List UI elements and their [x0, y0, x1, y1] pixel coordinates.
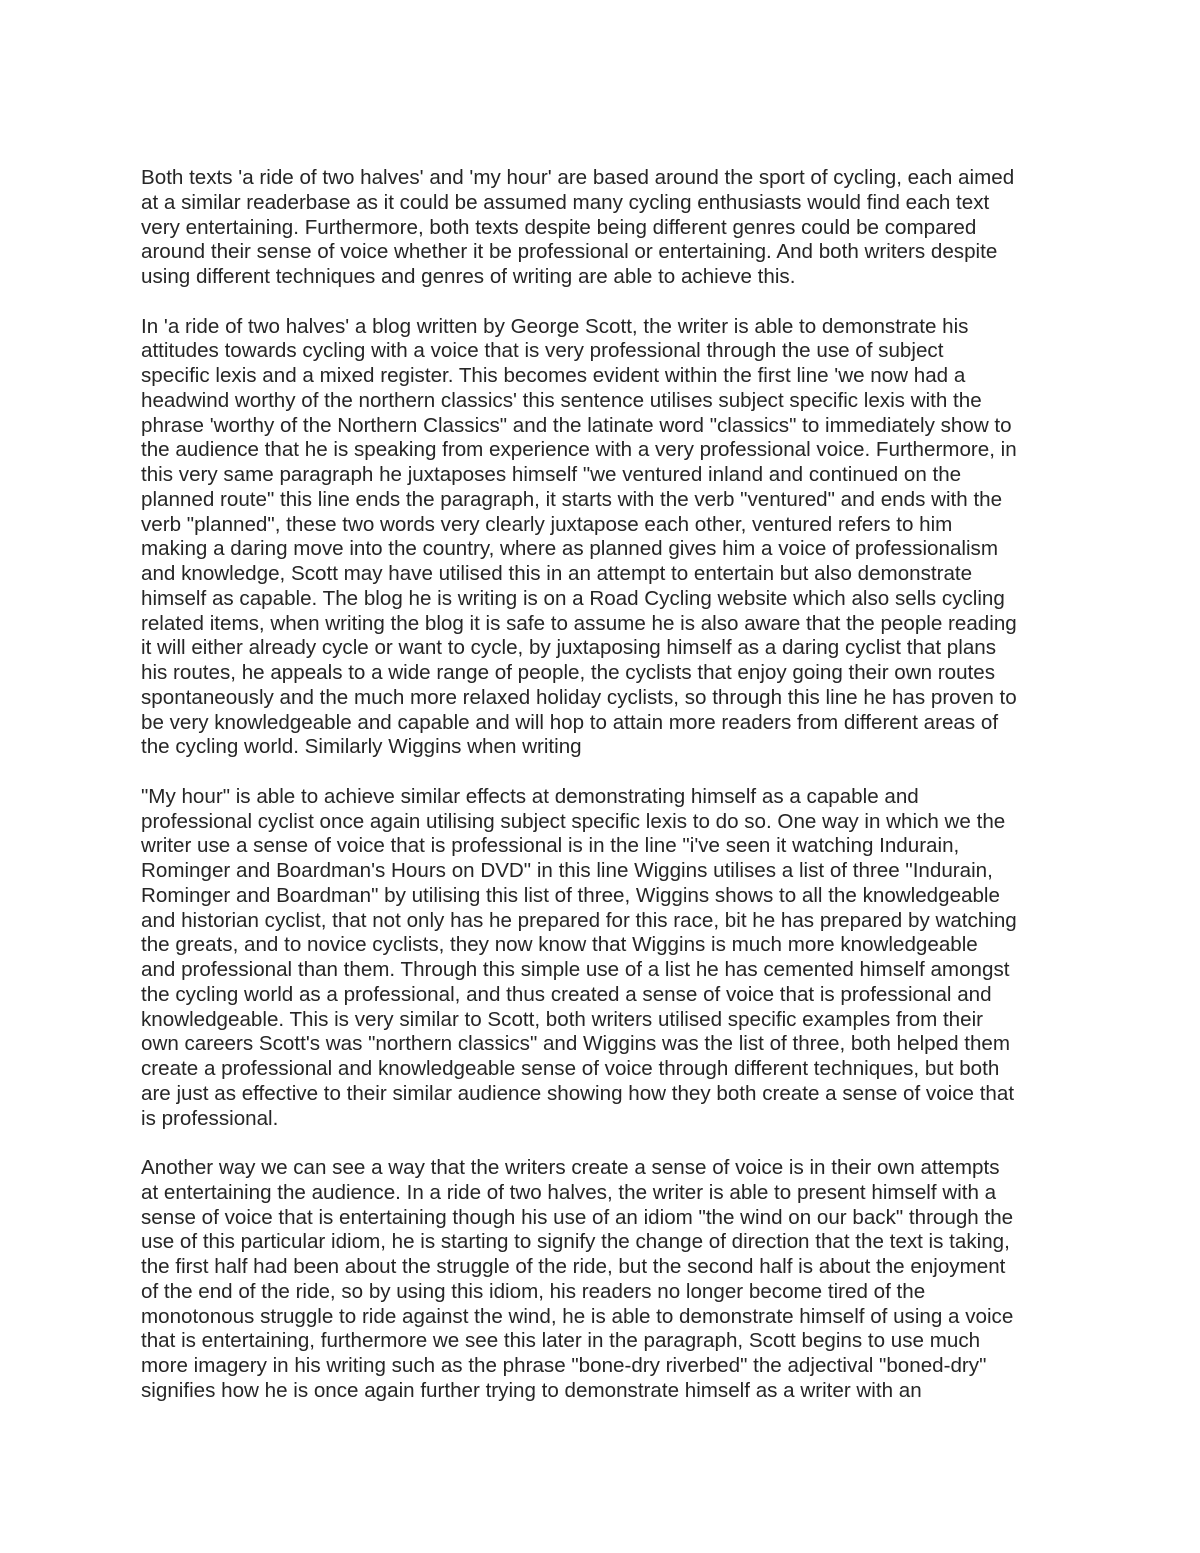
text-line: attitudes towards cycling with a voice that is very professional through the use of subject [141, 339, 944, 363]
text-line: monotonous struggle to ride against the wind, he is able to demonstrate himself of using a voice [141, 1304, 1014, 1328]
text-line: that is entertaining, furthermore we see this later in the paragraph, Scott begins to use much [141, 1329, 981, 1353]
text-line: at a similar readerbase as it could be assumed many cycling enthusiasts would find each text [141, 190, 990, 214]
paragraph-entertaining-voice [141, 1156, 1063, 1404]
text-line: making a daring move into the country, where as planned gives him a voice of professionalism [141, 537, 998, 561]
text-line: the audience that he is speaking from experience with a very professional voice. Furthermore, in [141, 438, 1017, 462]
text-line: the first half had been about the struggle of the ride, but the second half is about the enjoyment [141, 1255, 1006, 1278]
text-line: around their sense of voice whether it be professional or entertaining. And both writers despite [141, 240, 998, 264]
paragraph-wiggins-analysis [141, 785, 1063, 1132]
text-line: and professional than them. Through this simple use of a list he has cemented himself amongst [141, 958, 1010, 981]
text-line: the cycling world. Similarly Wiggins when writing [141, 735, 582, 759]
text-line: sense of voice that is entertaining though his use of an idiom "the wind on our back" through the [141, 1205, 1014, 1229]
text-line: signifies how he is once again further trying to demonstrate himself as a writer with an [141, 1378, 922, 1402]
text-line: Another way we can see a way that the writers create a sense of voice is in their own attempts [141, 1156, 1000, 1179]
text-line: Rominger and Boardman's Hours on DVD" in this line Wiggins utilises a list of three "Indurain, [141, 859, 993, 882]
text-line: own careers Scott's was "northern classics" and Wiggins was the list of three, both helped them [141, 1032, 1011, 1056]
text-line: at entertaining the audience. In a ride of two halves, the writer is able to present himself with a [141, 1180, 997, 1204]
text-line: it will either already cycle or want to cycle, by juxtaposing himself as a daring cyclist that plans [141, 636, 997, 660]
text-line: planned route" this line ends the paragraph, it starts with the verb "ventured" and ends with the [141, 487, 1003, 511]
text-line: and historian cyclist, that not only has he prepared for this race, bit he has prepared by watching [141, 908, 1017, 932]
document-body [141, 166, 1063, 1428]
text-line: very entertaining. Furthermore, both texts despite being different genres could be compared [141, 215, 977, 239]
text-line: his routes, he appeals to a wide range of people, the cyclists that enjoy going their own routes [141, 661, 996, 684]
text-line: using different techniques and genres of writing are able to achieve this. [141, 265, 796, 288]
paragraph-introduction [141, 166, 1063, 290]
text-line: the greats, and to novice cyclists, they now know that Wiggins is much more knowledgeable [141, 933, 978, 957]
text-line: spontaneously and the much more relaxed holiday cyclists, so through this line he has proven to [141, 685, 1017, 709]
text-line: professional cyclist once again utilising subject specific lexis to do so. One way in which we the [141, 809, 1006, 833]
text-line: create a professional and knowledgeable sense of voice through different techniques, but both [141, 1057, 1000, 1080]
text-line: this very same paragraph he juxtaposes himself "we ventured inland and continued on the [141, 463, 962, 486]
text-line: more imagery in his writing such as the phrase "bone-dry riverbed" the adjectival "boned-dry" [141, 1354, 987, 1377]
text-line: Both texts 'a ride of two halves' and 'my hour' are based around the sport of cycling, each aimed [141, 166, 1015, 189]
text-line: Rominger and Boardman" by utilising this list of three, Wiggins shows to all the knowledgeable [141, 883, 1000, 907]
text-line: "My hour" is able to achieve similar effects at demonstrating himself as a capable and [141, 784, 919, 808]
text-line: use of this particular idiom, he is starting to signify the change of direction that the text is taking, [141, 1230, 1010, 1254]
text-line: of the end of the ride, so by using this idiom, his readers no longer become tired of the [141, 1279, 926, 1303]
text-line: be very knowledgeable and capable and will hop to attain more readers from different areas of [141, 710, 999, 734]
text-line: specific lexis and a mixed register. This becomes evident within the first line 'we now had a [141, 364, 966, 387]
text-line: headwind worthy of the northern classics' this sentence utilises subject specific lexis with the [141, 388, 982, 412]
text-line: is professional. [141, 1106, 279, 1130]
text-line: In 'a ride of two halves' a blog written by George Scott, the writer is able to demonstrate his [141, 314, 969, 338]
text-line: the cycling world as a professional, and thus created a sense of voice that is professional and [141, 982, 992, 1006]
text-line: related items, when writing the blog it is safe to assume he is also aware that the people reading [141, 611, 1017, 635]
text-line: writer use a sense of voice that is professional is in the line "i've seen it watching Indurain, [141, 834, 960, 858]
text-line: himself as capable. The blog he is writing is on a Road Cycling website which also sells cycling [141, 586, 1005, 610]
text-line: phrase 'worthy of the Northern Classics" and the latinate word "classics" to immediately show to [141, 413, 1012, 437]
paragraph-scott-analysis [141, 315, 1063, 761]
text-line: and knowledge, Scott may have utilised this in an attempt to entertain but also demonstrate [141, 562, 973, 585]
text-line: are just as effective to their similar audience showing how they both create a sense of voice that [141, 1081, 1015, 1105]
text-line: knowledgeable. This is very similar to Scott, both writers utilised specific examples from their [141, 1007, 984, 1031]
text-line: verb "planned", these two words very clearly juxtapose each other, ventured refers to him [141, 512, 953, 536]
